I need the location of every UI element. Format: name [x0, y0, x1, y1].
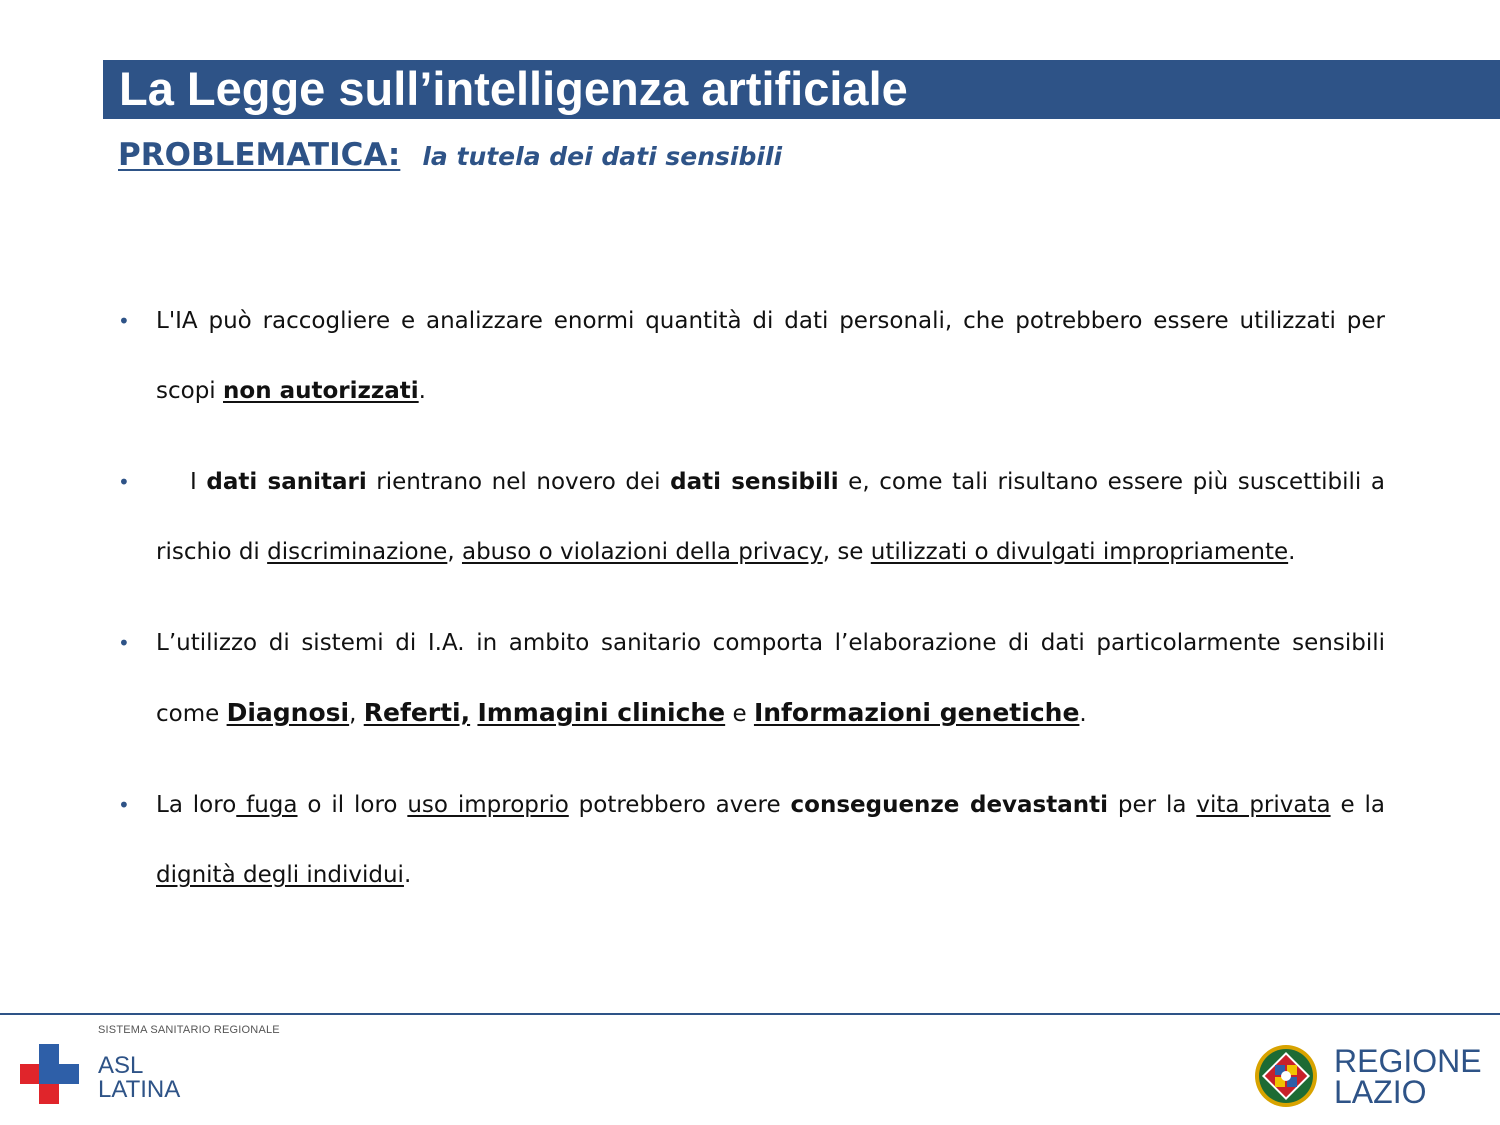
underlined-text: fuga	[236, 792, 298, 818]
underlined-text: dignità degli individui	[156, 862, 404, 888]
bullet-item-health-data	[118, 447, 1385, 587]
footer-divider	[0, 1013, 1500, 1015]
bullet-item-sensitive-processing	[118, 608, 1385, 749]
bullet-text: .	[418, 378, 426, 404]
emphasis-text: Informazioni genetiche	[753, 698, 1080, 727]
bullet-icon: •	[118, 793, 130, 817]
bullet-text: potrebbero avere	[568, 792, 791, 818]
bullet-text: ,	[349, 701, 364, 727]
bullet-item-consequences	[118, 770, 1385, 910]
underlined-text: abuso o violazioni della privacy	[461, 539, 823, 565]
bullet-text: I	[190, 469, 207, 495]
subtitle	[118, 137, 782, 173]
emphasis-text: Referti,	[363, 698, 471, 727]
bullet-text: rientrano nel novero dei	[366, 469, 671, 495]
title-bar	[103, 60, 1500, 119]
asl-latina-name	[98, 1054, 180, 1102]
bold-text: dati sanitari	[206, 469, 367, 495]
emphasis-text: non autorizzati	[223, 378, 419, 404]
regional-health-system-label: SISTEMA SANITARIO REGIONALE	[98, 1024, 280, 1036]
bullet-text: La loro	[156, 792, 237, 818]
asl-name-line2: LATINA	[98, 1076, 181, 1103]
bullet-text: o il loro	[297, 792, 408, 818]
subtitle-description: la tutela dei dati sensibili	[422, 142, 783, 171]
region-name-line1: REGIONE	[1334, 1043, 1482, 1079]
subtitle-label: PROBLEMATICA:	[118, 137, 401, 173]
emphasis-text: Immagini cliniche	[477, 698, 726, 727]
bullet-text: e	[725, 701, 754, 727]
slide-title: La Legge sull’intelligenza artificiale	[119, 62, 908, 115]
bullet-text: .	[1288, 539, 1296, 565]
bullet-icon: •	[118, 470, 130, 494]
bullet-icon: •	[118, 631, 130, 655]
regione-lazio-name	[1334, 1043, 1482, 1110]
region-name-line2: LAZIO	[1334, 1074, 1427, 1110]
bullet-text: e la	[1330, 792, 1385, 818]
emphasis-text: Diagnosi	[226, 698, 350, 727]
underlined-text: discriminazione	[267, 539, 448, 565]
bullet-list	[118, 286, 1385, 931]
bullet-text: L'IA può raccogliere e analizzare enormi quantità di dati personali, che potrebbero essere utilizzati per scopi	[156, 308, 1385, 404]
bullet-text: L’utilizzo di sistemi di I.A. in ambito sanitario comporta l’elaborazione di dati particolarmente sensibili come	[156, 630, 1385, 727]
regione-lazio-emblem-icon	[1254, 1044, 1318, 1108]
bullet-text: per la	[1108, 792, 1197, 818]
bullet-text: ,	[447, 539, 462, 565]
bold-text: dati sensibili	[670, 469, 839, 495]
underlined-text: utilizzati o divulgati impropriamente	[870, 539, 1289, 565]
bold-text: conseguenze devastanti	[790, 792, 1109, 818]
underlined-text: vita privata	[1196, 792, 1331, 818]
bullet-text: .	[403, 862, 412, 888]
asl-cross-logo-icon	[20, 1044, 82, 1106]
underlined-text: uso improprio	[407, 792, 569, 818]
bullet-text: .	[1079, 701, 1087, 727]
bullet-icon: •	[118, 309, 130, 333]
bullet-text: , se	[822, 539, 871, 565]
bullet-text: e, come tali risultano essere più suscettibili a rischio di	[156, 469, 1385, 565]
asl-name-line1: ASL	[98, 1052, 144, 1079]
bullet-item-ai-data	[118, 286, 1385, 426]
